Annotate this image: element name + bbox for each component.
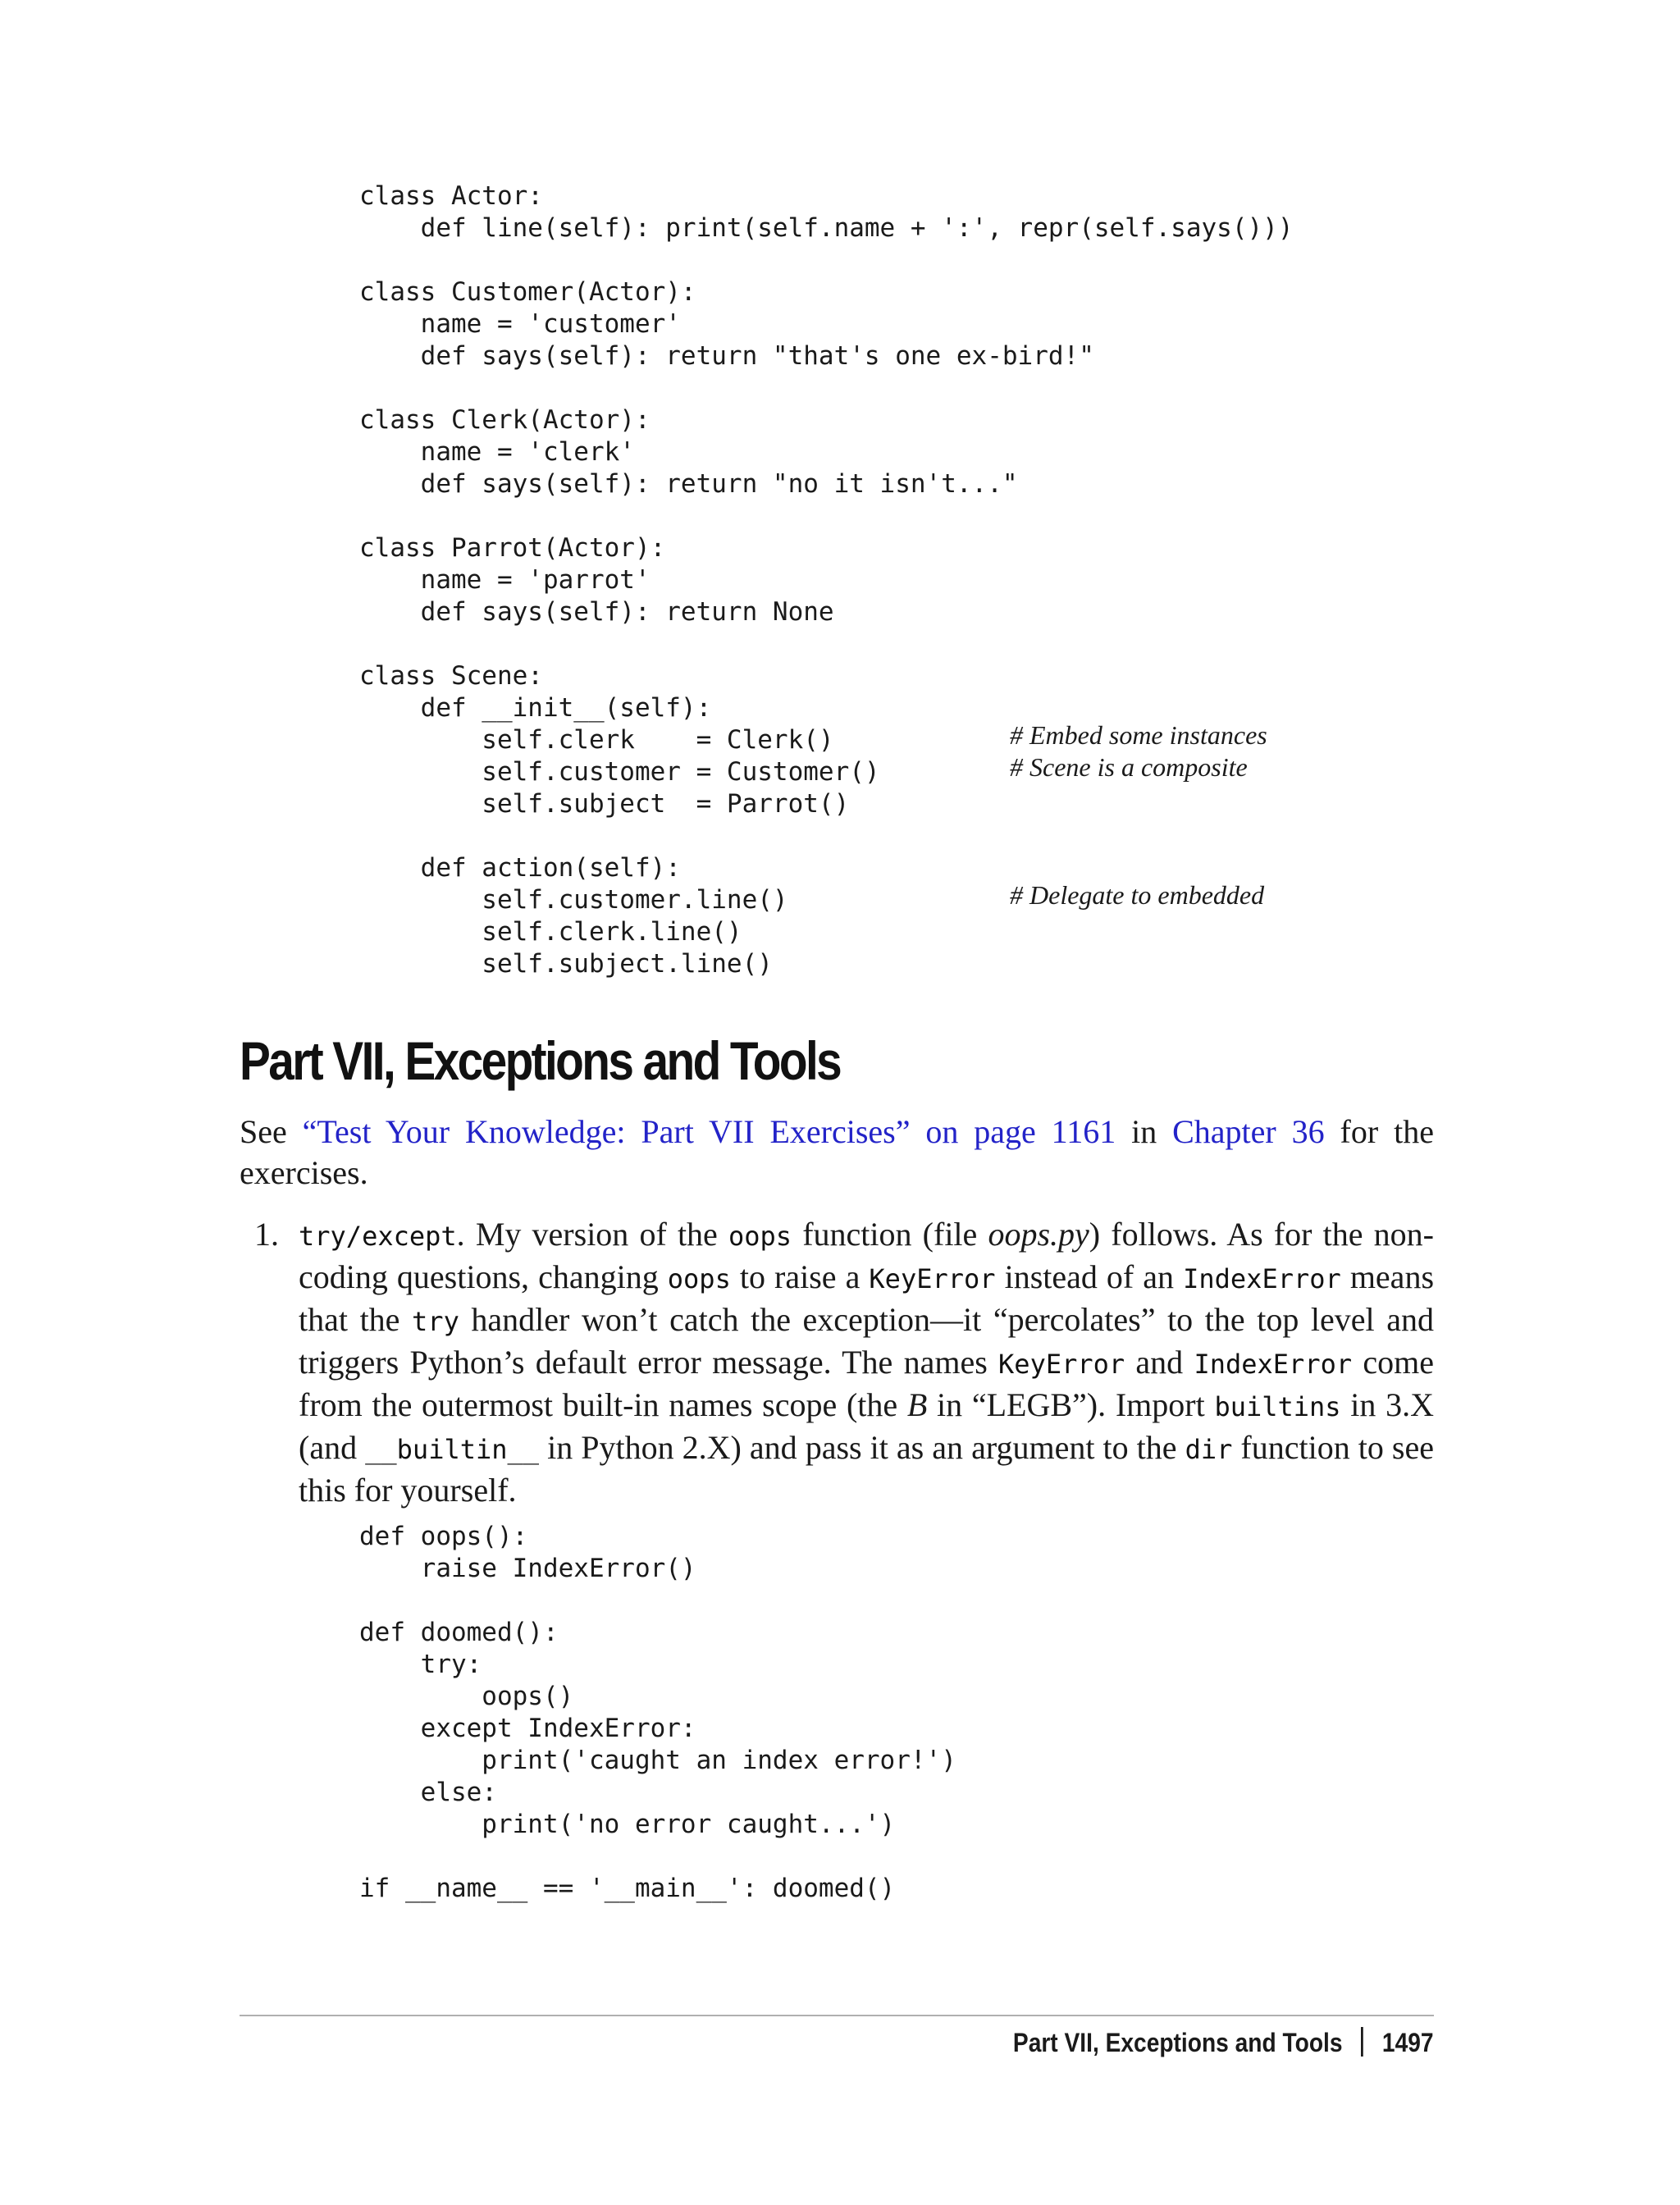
code-line: class Scene: <box>359 661 543 691</box>
page-number: 1497 <box>1382 2028 1434 2057</box>
code-line: try: <box>420 1650 482 1679</box>
code-comment: # Scene is a composite <box>1010 752 1248 782</box>
code-line: def says(self): return "that's one ex-bird!" <box>420 341 1094 371</box>
code-line: self.clerk.line() <box>482 917 742 947</box>
code-line: if __name__ == '__main__': doomed() <box>359 1874 896 1903</box>
code-line: def line(self): print(self.name + ':', repr(self.says())) <box>420 213 1294 243</box>
code-block-classes <box>359 180 1293 980</box>
code-line: print('caught an index error!') <box>482 1746 956 1775</box>
code-line: name = 'parrot' <box>420 565 651 595</box>
code-line: def says(self): return None <box>420 597 834 627</box>
code-line: print('no error caught...') <box>482 1810 896 1839</box>
code-line: class Customer(Actor): <box>359 277 696 307</box>
section-heading: Part VII, Exceptions and Tools <box>240 1030 841 1091</box>
footer-rule <box>240 2015 1434 2016</box>
code-line: def __init__(self): <box>420 693 712 723</box>
code-block-oops <box>359 1521 956 1905</box>
exercises-link[interactable]: “Test Your Knowledge: Part VII Exercises” on page 1161 <box>302 1113 1116 1150</box>
code-line: raise IndexError() <box>420 1554 696 1583</box>
code-line: class Parrot(Actor): <box>359 533 666 563</box>
code-line: class Actor: <box>359 181 543 211</box>
list-item-answer: try/except. My version of the oops function (file oops.py) follows. As for the non-coding questions, changing oops to raise a KeyError instead of an IndexError means that the try handler won’t catch the exception—it “percolates” to the top level and triggers Python’s default error message. The names KeyError and IndexError come from the outermost built-in names scope (the B in “LEGB”). Import builtins in 3.X (and __builtin__ in Python 2.X) and pass it as an argument to the dir function to see this for yourself. <box>299 1216 1435 1509</box>
code-line: self.clerk = Clerk() <box>482 725 834 755</box>
code-line: self.customer = Customer() <box>482 757 880 787</box>
footer-section-title: Part VII, Exceptions and Tools <box>1013 2028 1343 2057</box>
code-line: def doomed(): <box>359 1618 559 1647</box>
code-line: self.customer.line() <box>482 885 788 915</box>
code-comment: # Delegate to embedded <box>1010 880 1265 910</box>
code-line: except IndexError: <box>420 1714 696 1743</box>
code-line: def action(self): <box>420 853 681 883</box>
code-comment: # Embed some instances <box>1010 720 1267 750</box>
code-line: def oops(): <box>359 1522 528 1551</box>
code-line: self.subject = Parrot() <box>482 789 850 819</box>
list-item-number: 1. <box>254 1216 279 1253</box>
code-line: name = 'clerk' <box>420 437 635 467</box>
chapter-link[interactable]: Chapter 36 <box>1172 1113 1325 1150</box>
code-line: self.subject.line() <box>359 949 773 979</box>
page-footer <box>1013 2023 1434 2062</box>
code-line: name = 'customer' <box>420 309 681 339</box>
intro-paragraph: See “Test Your Knowledge: Part VII Exercises” on page 1161 in Chapter 36 for the exercises. <box>240 1113 1434 1191</box>
code-line: def says(self): return "no it isn't..." <box>420 469 1018 499</box>
footer-separator <box>1362 2027 1364 2057</box>
code-line: else: <box>420 1778 497 1807</box>
code-line: class Clerk(Actor): <box>359 405 651 435</box>
code-line: oops() <box>482 1682 574 1711</box>
